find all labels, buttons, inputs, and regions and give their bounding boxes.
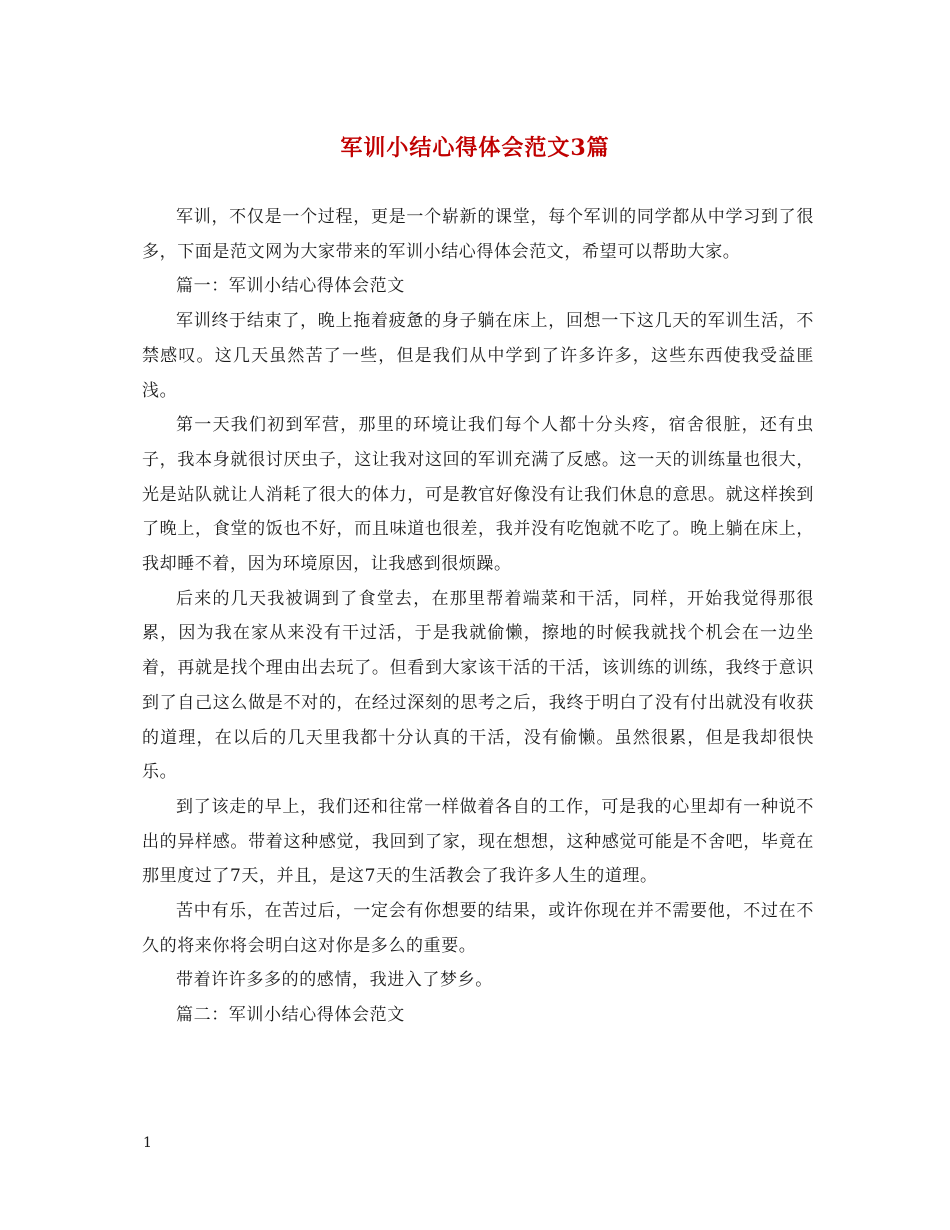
body-paragraph: 军训终于结束了，晚上拖着疲惫的身子躺在床上，回想一下这几天的军训生活，不禁感叹。这几天虽然苦了一些，但是我们从中学到了许多许多，这些东西使我受益匪浅。 — [142, 311, 814, 401]
section-heading-1: 篇一：军训小结心得体会范文 — [176, 276, 405, 297]
document-body — [142, 200, 814, 1033]
section-heading-2: 篇二：军训小结心得体会范文 — [176, 1005, 405, 1026]
body-paragraph: 到了该走的早上，我们还和往常一样做着各自的工作，可是我的心里却有一种说不出的异样感。带着这种感觉，我回到了家，现在想想，这种感觉可能是不舍吧，毕竟在那里度过了7天，并且，是这7天的生活教会了我许多人生的道理。 — [142, 796, 814, 887]
document-title: 军训小结心得体会范文3篇 — [340, 135, 610, 161]
page-number: 1 — [143, 1135, 152, 1151]
body-paragraph: 苦中有乐，在苦过后，一定会有你想要的结果，或许你现在并不需要他，不过在不久的将来你将会明白这对你是多么的重要。 — [142, 901, 814, 956]
intro-paragraph: 军训，不仅是一个过程，更是一个崭新的课堂，每个军训的同学都从中学习到了很多，下面是范文网为大家带来的军训小结心得体会范文，希望可以帮助大家。 — [142, 207, 814, 262]
body-paragraph: 后来的几天我被调到了食堂去，在那里帮着端菜和干活，同样，开始我觉得那很累，因为我在家从来没有干过活，于是我就偷懒，擦地的时候我就找个机会在一边坐着，再就是找个理由出去玩了。但看到大家该干活的干活，该训练的训练，我终于意识到了自己这么做是不对的，在经过深刻的思考之后，我终于明白了没有付出就没有收获的道理，在以后的几天里我都十分认真的干活，没有偷懒。虽然很累，但是我却很快乐。 — [142, 588, 814, 783]
body-paragraph: 第一天我们初到军营，那里的环境让我们每个人都十分头疼，宿舍很脏，还有虫子，我本身就很讨厌虫子，这让我对这回的军训充满了反感。这一天的训练量也很大，光是站队就让人消耗了很大的体力，可是教官好像没有让我们休息的意思。就这样挨到了晚上，食堂的饭也不好，而且味道也很差，我并没有吃饱就不吃了。晚上躺在床上，我却睡不着，因为环境原因，让我感到很烦躁。 — [142, 415, 814, 575]
body-paragraph: 带着许许多多的的感情，我进入了梦乡。 — [176, 970, 493, 991]
